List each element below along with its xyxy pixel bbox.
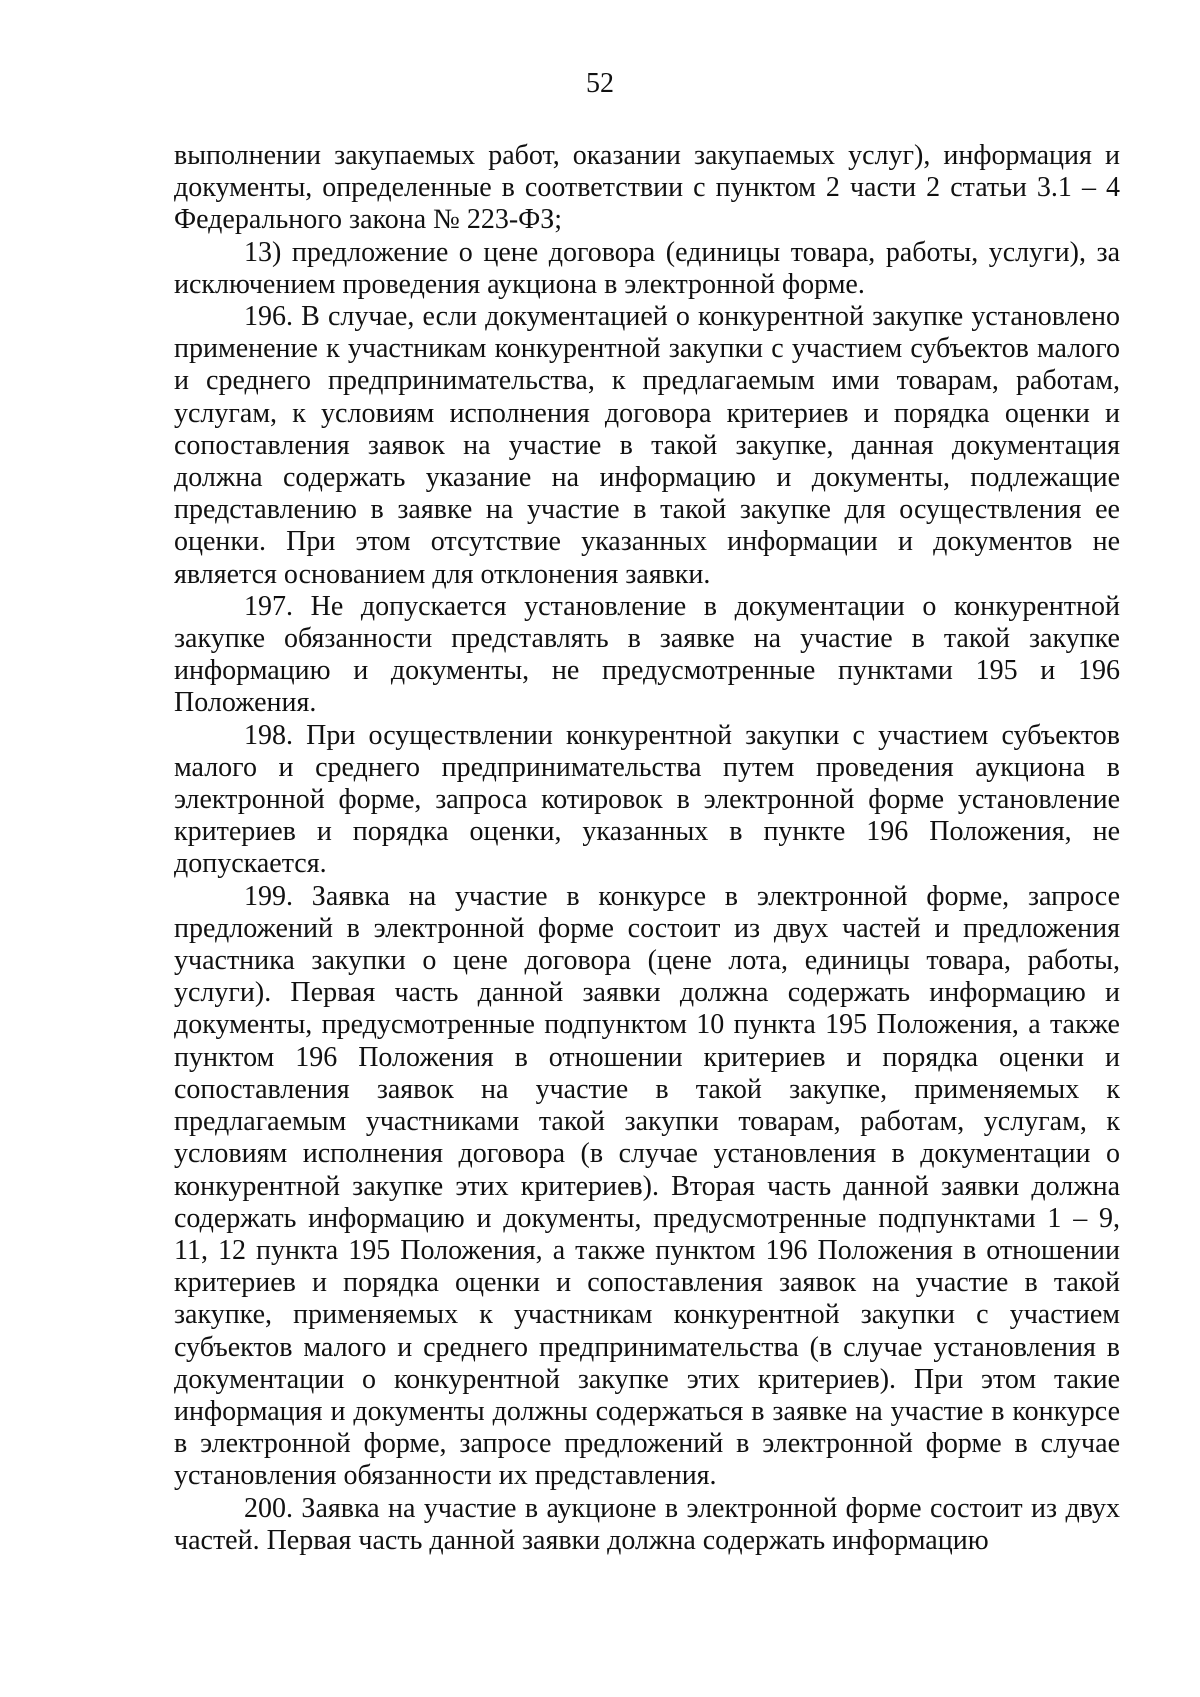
paragraph-200: 200. Заявка на участие в аукционе в электронной форме состоит из двух частей. Первая часть данной заявки должна содержать информацию bbox=[174, 1492, 1120, 1556]
document-body bbox=[174, 140, 1120, 1557]
paragraph-197: 197. Не допускается установление в документации о конкурентной закупке обязанности представлять в заявке на участие в такой закупке информацию и документы, не предусмотренные пунктами 195 и 196 Положения. bbox=[174, 590, 1120, 719]
paragraph-item-13: 13) предложение о цене договора (единицы товара, работы, услуги), за исключением проведения аукциона в электронной форме. bbox=[174, 236, 1120, 300]
paragraph-continuation: выполнении закупаемых работ, оказании закупаемых услуг), информация и документы, определенные в соответствии с пунктом 2 части 2 статьи 3.1 – 4 Федерального закона № 223-ФЗ; bbox=[174, 140, 1120, 236]
paragraph-198: 198. При осуществлении конкурентной закупки с участием субъектов малого и среднего предпринимательства путем проведения аукциона в электронной форме, запроса котировок в электронной форме установление критериев и порядка оценки, указанных в пункте 196 Положения, не допускается. bbox=[174, 719, 1120, 880]
paragraph-196: 196. В случае, если документацией о конкурентной закупке установлено применение к участникам конкурентной закупки с участием субъектов малого и среднего предпринимательства, к предлагаемым ими товарам, работам, услугам, к условиям исполнения договора критериев и порядка оценки и сопоставления заявок на участие в такой закупке, данная документация должна содержать указание на информацию и документы, подлежащие представлению в заявке на участие в такой закупке для осуществления ее оценки. При этом отсутствие указанных информации и документов не является основанием для отклонения заявки. bbox=[174, 301, 1120, 590]
page-number: 52 bbox=[586, 68, 614, 99]
paragraph-199: 199. Заявка на участие в конкурсе в электронной форме, запросе предложений в электронной форме состоит из двух частей и предложения участника закупки о цене договора (цене лота, единицы товара, работы, услуги). Первая часть данной заявки должна содержать информацию и документы, предусмотренные подпунктом 10 пункта 195 Положения, а также пунктом 196 Положения в отношении критериев и порядка оценки и сопоставления заявок на участие в такой закупке, применяемых к предлагаемым участниками такой закупки товарам, работам, услугам, к условиям исполнения договора (в случае установления в документации о конкурентной закупке этих критериев). Вторая часть данной заявки должна содержать информацию и документы, предусмотренные подпунктами 1 – 9, 11, 12 пункта 195 Положения, а также пунктом 196 Положения в отношении критериев и порядка оценки и сопоставления заявок на участие в такой закупке, применяемых к участникам конкурентной закупки с участием субъектов малого и среднего предпринимательства (в случае установления в документации о конкурентной закупке этих критериев). При этом такие информация и документы должны содержаться в заявке на участие в конкурсе в электронной форме, запросе предложений в электронной форме в случае установления обязанности их представления. bbox=[174, 880, 1120, 1492]
